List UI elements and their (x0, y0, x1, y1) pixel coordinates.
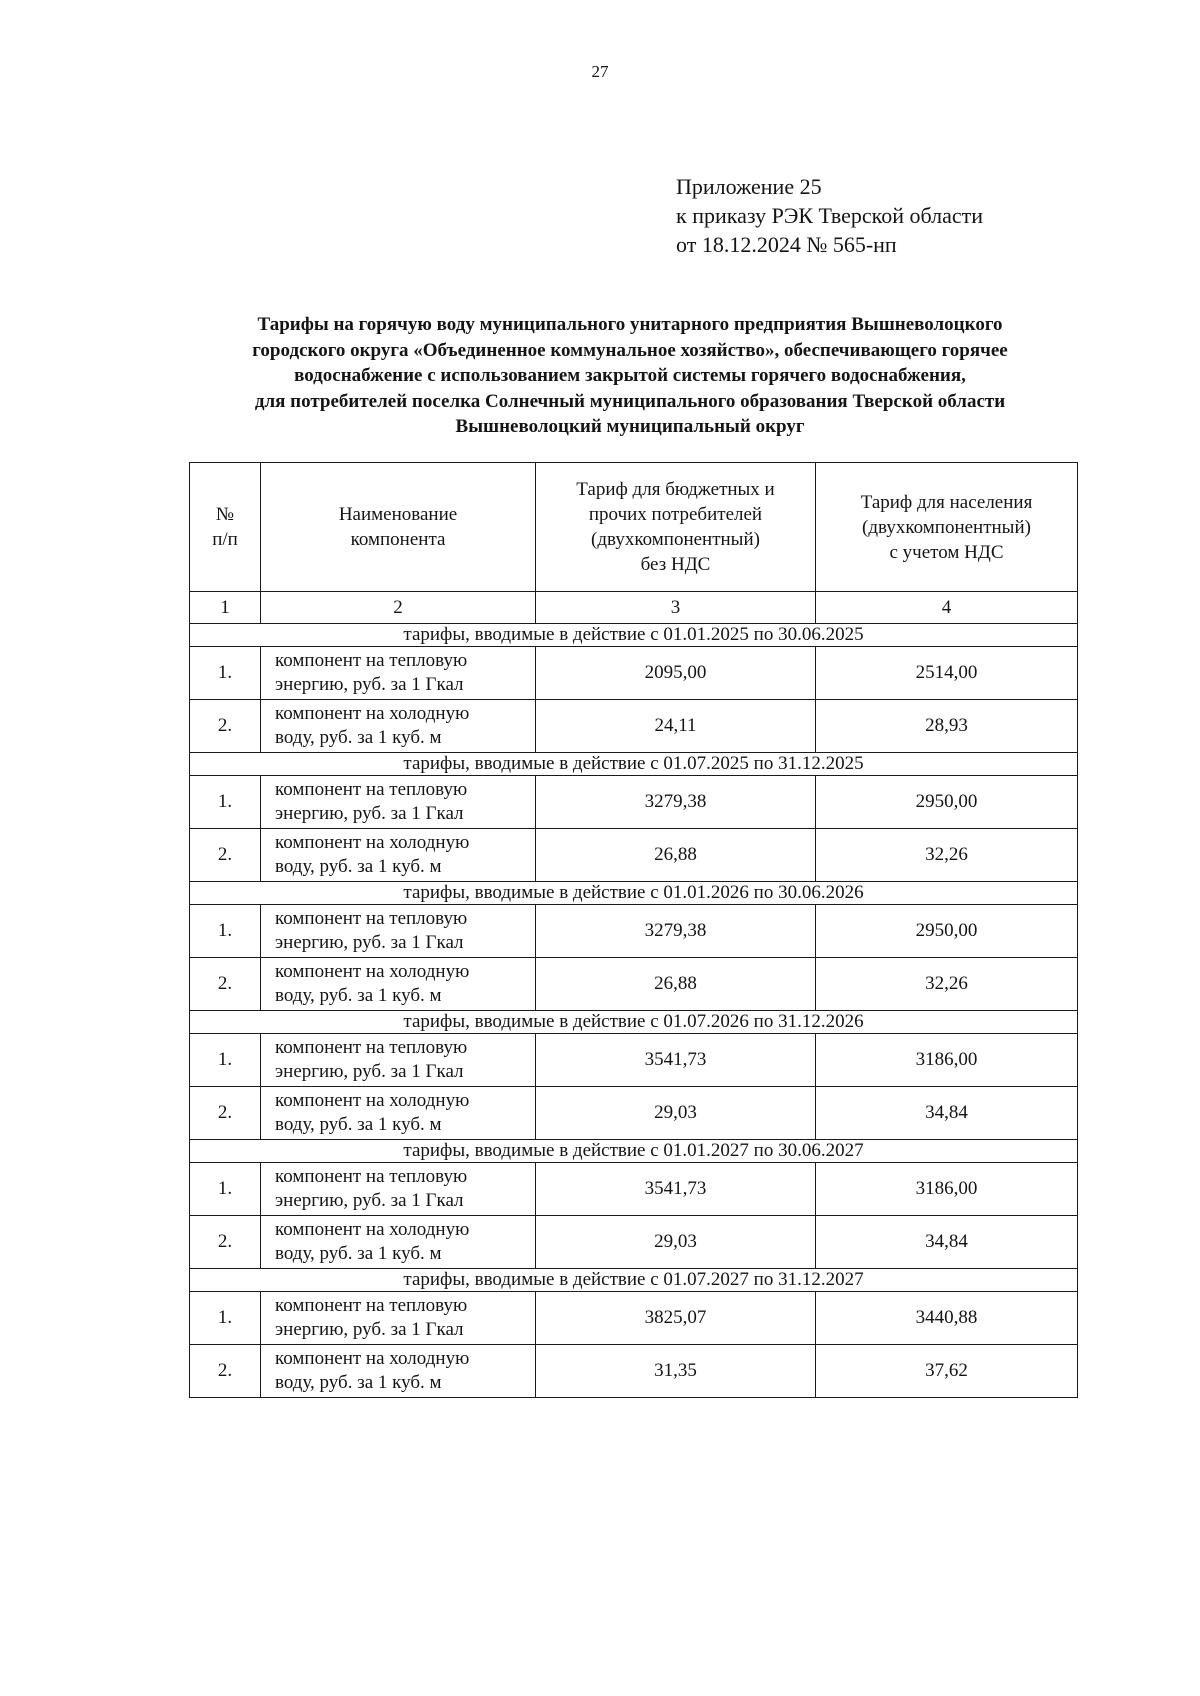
period-row (190, 882, 1078, 905)
population-tariff-value: 2950,00 (816, 905, 1078, 958)
period-label: тарифы, вводимые в действие с 01.01.2025 по 30.06.2025 (190, 624, 1078, 647)
budget-tariff-value: 31,35 (536, 1345, 816, 1398)
header-component-name: Наименование компонента (261, 463, 536, 592)
header-population-tariff: Тариф для населения (двухкомпонентный) с учетом НДС (816, 463, 1078, 592)
row-number: 1. (190, 1292, 261, 1345)
component-name-line: энергию, руб. за 1 Гкал (275, 1061, 464, 1082)
title-line: Тарифы на горячую воду муниципального унитарного предприятия Вышневолоцкого (257, 314, 1003, 335)
component-name-line: воду, руб. за 1 куб. м (275, 1114, 442, 1135)
appendix-line: Приложение 25 (676, 174, 822, 199)
column-number: 4 (816, 592, 1078, 624)
component-name-line: компонент на тепловую (275, 908, 468, 929)
component-name-line: энергию, руб. за 1 Гкал (275, 932, 464, 953)
component-name-line: воду, руб. за 1 куб. м (275, 1372, 442, 1393)
population-tariff-value: 32,26 (816, 958, 1078, 1011)
component-name-line: энергию, руб. за 1 Гкал (275, 1319, 464, 1340)
population-tariff-value: 3186,00 (816, 1034, 1078, 1087)
budget-tariff-value: 2095,00 (536, 647, 816, 700)
table-row (190, 776, 1078, 829)
row-number: 2. (190, 829, 261, 882)
header-number: № п/п (190, 463, 261, 592)
row-number: 2. (190, 1216, 261, 1269)
component-name-line: энергию, руб. за 1 Гкал (275, 674, 464, 695)
appendix-line: от 18.12.2024 № 565-нп (676, 232, 897, 257)
row-number: 1. (190, 905, 261, 958)
component-name-line: компонент на холодную (275, 961, 470, 982)
component-name (261, 905, 536, 958)
component-name-line: компонент на холодную (275, 703, 470, 724)
population-tariff-value: 37,62 (816, 1345, 1078, 1398)
period-label: тарифы, вводимые в действие с 01.07.2026 по 31.12.2026 (190, 1011, 1078, 1034)
component-name-line: компонент на холодную (275, 832, 470, 853)
row-number: 1. (190, 1163, 261, 1216)
period-row (190, 624, 1078, 647)
period-row (190, 1269, 1078, 1292)
document-title (150, 312, 1110, 440)
table-row (190, 1292, 1078, 1345)
table-row (190, 1087, 1078, 1140)
row-number: 2. (190, 1087, 261, 1140)
budget-tariff-value: 24,11 (536, 700, 816, 753)
component-name-line: воду, руб. за 1 куб. м (275, 985, 442, 1006)
period-row (190, 1140, 1078, 1163)
period-label: тарифы, вводимые в действие с 01.01.2026 по 30.06.2026 (190, 882, 1078, 905)
component-name (261, 647, 536, 700)
table-row (190, 647, 1078, 700)
tariff-table (189, 462, 1078, 1398)
component-name (261, 958, 536, 1011)
component-name-line: воду, руб. за 1 куб. м (275, 1243, 442, 1264)
component-name-line: компонент на тепловую (275, 1037, 468, 1058)
budget-tariff-value: 3279,38 (536, 905, 816, 958)
header-budget-tariff: Тариф для бюджетных и прочих потребителей (двухкомпонентный) без НДС (536, 463, 816, 592)
component-name-line: компонент на тепловую (275, 650, 468, 671)
population-tariff-value: 3440,88 (816, 1292, 1078, 1345)
period-row (190, 1011, 1078, 1034)
title-line: Вышневолоцкий муниципальный округ (455, 416, 805, 437)
row-number: 1. (190, 776, 261, 829)
period-row (190, 753, 1078, 776)
column-number: 1 (190, 592, 261, 624)
component-name (261, 1345, 536, 1398)
row-number: 1. (190, 1034, 261, 1087)
column-number: 2 (261, 592, 536, 624)
population-tariff-value: 2514,00 (816, 647, 1078, 700)
component-name-line: воду, руб. за 1 куб. м (275, 856, 442, 877)
component-name (261, 700, 536, 753)
column-number: 3 (536, 592, 816, 624)
component-name-line: компонент на холодную (275, 1090, 470, 1111)
budget-tariff-value: 29,03 (536, 1216, 816, 1269)
component-name-line: энергию, руб. за 1 Гкал (275, 1190, 464, 1211)
row-number: 2. (190, 700, 261, 753)
component-name-line: компонент на тепловую (275, 1295, 468, 1316)
page-number: 27 (591, 62, 609, 81)
row-number: 1. (190, 647, 261, 700)
population-tariff-value: 32,26 (816, 829, 1078, 882)
row-number: 2. (190, 1345, 261, 1398)
component-name-line: компонент на холодную (275, 1348, 470, 1369)
budget-tariff-value: 26,88 (536, 829, 816, 882)
population-tariff-value: 28,93 (816, 700, 1078, 753)
component-name (261, 1087, 536, 1140)
table-row (190, 1163, 1078, 1216)
population-tariff-value: 3186,00 (816, 1163, 1078, 1216)
period-label: тарифы, вводимые в действие с 01.07.2025 по 31.12.2025 (190, 753, 1078, 776)
budget-tariff-value: 3541,73 (536, 1163, 816, 1216)
header-row (190, 463, 1078, 592)
period-label: тарифы, вводимые в действие с 01.07.2027 по 31.12.2027 (190, 1269, 1078, 1292)
component-name-line: воду, руб. за 1 куб. м (275, 727, 442, 748)
table-row (190, 700, 1078, 753)
table-row (190, 958, 1078, 1011)
title-line: водоснабжение с использованием закрытой системы горячего водоснабжения, (294, 365, 966, 386)
appendix-reference (676, 172, 983, 259)
title-line: для потребителей поселка Солнечный муниципального образования Тверской области (254, 390, 1006, 412)
component-name (261, 1292, 536, 1345)
period-label: тарифы, вводимые в действие с 01.01.2027 по 30.06.2027 (190, 1140, 1078, 1163)
component-name (261, 1163, 536, 1216)
table-row (190, 905, 1078, 958)
component-name-line: энергию, руб. за 1 Гкал (275, 803, 464, 824)
budget-tariff-value: 26,88 (536, 958, 816, 1011)
component-name (261, 1216, 536, 1269)
budget-tariff-value: 29,03 (536, 1087, 816, 1140)
row-number: 2. (190, 958, 261, 1011)
appendix-line: к приказу РЭК Тверской области (676, 203, 984, 228)
table-row (190, 1216, 1078, 1269)
budget-tariff-value: 3541,73 (536, 1034, 816, 1087)
population-tariff-value: 34,84 (816, 1216, 1078, 1269)
component-name-line: компонент на холодную (275, 1219, 470, 1240)
component-name-line: компонент на тепловую (275, 1166, 468, 1187)
component-name (261, 776, 536, 829)
population-tariff-value: 34,84 (816, 1087, 1078, 1140)
budget-tariff-value: 3825,07 (536, 1292, 816, 1345)
column-number-row (190, 592, 1078, 624)
component-name (261, 829, 536, 882)
component-name (261, 1034, 536, 1087)
component-name-line: компонент на тепловую (275, 779, 468, 800)
title-line: городского округа «Объединенное коммунальное хозяйство», обеспечивающего горячее (252, 339, 1008, 361)
population-tariff-value: 2950,00 (816, 776, 1078, 829)
table-row (190, 829, 1078, 882)
budget-tariff-value: 3279,38 (536, 776, 816, 829)
table-row (190, 1345, 1078, 1398)
table-row (190, 1034, 1078, 1087)
